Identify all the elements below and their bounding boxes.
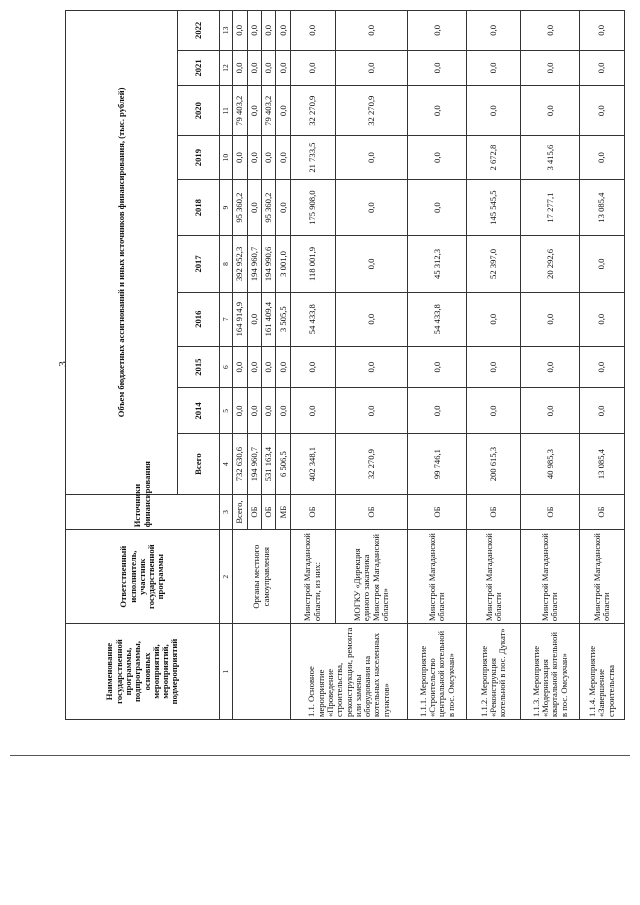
value-cell: 0,0 <box>276 11 290 51</box>
value-cell: 95 360,2 <box>262 179 276 235</box>
value-cell: 0,0 <box>276 179 290 235</box>
value-cell: 3 505,5 <box>276 292 290 346</box>
total-cell: 531 163,4 <box>262 434 276 494</box>
financing-table <box>65 10 625 720</box>
value-cell: 0,0 <box>335 136 408 180</box>
value-cell: 0,0 <box>247 11 261 51</box>
value-cell: 145 545,5 <box>467 179 521 235</box>
value-cell: 0,0 <box>262 346 276 388</box>
value-cell: 54 433,8 <box>290 292 335 346</box>
index-cell: 2 <box>220 530 233 624</box>
table-row <box>408 11 467 720</box>
responsible-cell: Минстрой Магаданской области <box>467 530 521 624</box>
value-cell: 0,0 <box>467 388 521 434</box>
value-cell: 0,0 <box>262 136 276 180</box>
value-cell: 118 001,9 <box>290 236 335 292</box>
value-cell: 0,0 <box>521 388 580 434</box>
value-cell: 0,0 <box>247 346 261 388</box>
source-cell: ОБ <box>580 494 625 529</box>
responsible-cell: Органы местного самоуправления <box>233 530 291 624</box>
value-cell: 0,0 <box>247 50 261 85</box>
value-cell: 0,0 <box>335 179 408 235</box>
total-cell: 194 960,7 <box>247 434 261 494</box>
value-cell: 3 415,6 <box>521 136 580 180</box>
name-cell: 1.1.1. Мероприятие «Строительство центральной котельной в пос. Омсукчан» <box>408 624 467 720</box>
header-year: 2022 <box>177 11 219 51</box>
value-cell: 0,0 <box>335 388 408 434</box>
value-cell: 0,0 <box>521 50 580 85</box>
value-cell: 0,0 <box>290 11 335 51</box>
value-cell: 0,0 <box>580 346 625 388</box>
value-cell: 0,0 <box>233 11 247 51</box>
horizontal-rule <box>10 755 630 756</box>
value-cell: 0,0 <box>467 50 521 85</box>
value-cell: 0,0 <box>233 388 247 434</box>
value-cell: 175 908,0 <box>290 179 335 235</box>
value-cell: 392 952,3 <box>233 236 247 292</box>
value-cell: 0,0 <box>335 50 408 85</box>
value-cell: 0,0 <box>247 86 261 136</box>
index-cell: 4 <box>220 434 233 494</box>
responsible-cell: Минстрой Магаданской области <box>580 530 625 624</box>
header-year: 2014 <box>177 388 219 434</box>
value-cell: 0,0 <box>580 86 625 136</box>
value-cell: 0,0 <box>467 346 521 388</box>
index-cell: 13 <box>220 11 233 51</box>
value-cell: 0,0 <box>467 11 521 51</box>
header-name: Наименование государственной программы, подпрограммы, основных мероприятий, мероприятий, подмероприятий <box>66 624 220 720</box>
name-cell: 1.1.3. Мероприятие «Модернизация квартальной котельной в пос. Омсукчан» <box>521 624 580 720</box>
value-cell: 0,0 <box>247 179 261 235</box>
header-total: Всего <box>177 434 219 494</box>
name-cell <box>233 624 291 720</box>
value-cell: 0,0 <box>580 236 625 292</box>
value-cell: 0,0 <box>290 388 335 434</box>
index-cell: 10 <box>220 136 233 180</box>
value-cell: 2 672,8 <box>467 136 521 180</box>
header-year: 2019 <box>177 136 219 180</box>
name-cell: 1.1. Основное мероприятие «Проведение строительства, реконструкции, ремонта или замены оборудования на котельных населенных пунктов» <box>290 624 408 720</box>
value-cell: 194 990,6 <box>262 236 276 292</box>
value-cell: 0,0 <box>262 50 276 85</box>
total-cell: 99 746,1 <box>408 434 467 494</box>
value-cell: 0,0 <box>262 11 276 51</box>
table-row <box>580 11 625 720</box>
value-cell: 32 270,9 <box>335 86 408 136</box>
value-cell: 0,0 <box>335 236 408 292</box>
value-cell: 0,0 <box>580 50 625 85</box>
value-cell: 0,0 <box>580 11 625 51</box>
value-cell: 0,0 <box>521 292 580 346</box>
index-cell: 5 <box>220 388 233 434</box>
header-source: Источники финансирования <box>66 494 220 529</box>
value-cell: 161 409,4 <box>262 292 276 346</box>
page-number: 3 <box>56 361 69 367</box>
value-cell: 79 403,2 <box>233 86 247 136</box>
source-cell: Всего, <box>233 494 247 529</box>
value-cell: 79 403,2 <box>262 86 276 136</box>
index-cell: 6 <box>220 346 233 388</box>
table-row <box>335 11 408 720</box>
total-cell: 13 085,4 <box>580 434 625 494</box>
header-responsible: Ответственный исполнитель, участник государственной программы <box>66 530 220 624</box>
index-cell: 3 <box>220 494 233 529</box>
value-cell: 0,0 <box>276 136 290 180</box>
header-year: 2021 <box>177 50 219 85</box>
header-year: 2017 <box>177 236 219 292</box>
source-cell: ОБ <box>290 494 335 529</box>
value-cell: 0,0 <box>467 86 521 136</box>
value-cell: 52 397,0 <box>467 236 521 292</box>
source-cell: ОБ <box>521 494 580 529</box>
value-cell: 0,0 <box>276 388 290 434</box>
total-cell: 200 615,3 <box>467 434 521 494</box>
value-cell: 0,0 <box>580 388 625 434</box>
index-cell: 7 <box>220 292 233 346</box>
value-cell: 0,0 <box>233 346 247 388</box>
value-cell: 0,0 <box>276 86 290 136</box>
total-cell: 732 630,6 <box>233 434 247 494</box>
index-cell: 9 <box>220 179 233 235</box>
value-cell: 0,0 <box>262 388 276 434</box>
value-cell: 0,0 <box>521 346 580 388</box>
rotated-table-wrapper <box>65 10 625 720</box>
value-cell: 0,0 <box>290 346 335 388</box>
value-cell: 0,0 <box>408 346 467 388</box>
index-cell: 11 <box>220 86 233 136</box>
responsible-cell: Минстрой Магаданской области <box>408 530 467 624</box>
value-cell: 54 433,8 <box>408 292 467 346</box>
header-volume: Объем бюджетных ассигнований и иных источников финансирования, (тыс. рублей) <box>66 11 178 495</box>
value-cell: 0,0 <box>247 292 261 346</box>
value-cell: 0,0 <box>233 50 247 85</box>
value-cell: 95 360,2 <box>233 179 247 235</box>
value-cell: 0,0 <box>408 136 467 180</box>
header-year: 2015 <box>177 346 219 388</box>
value-cell: 0,0 <box>521 11 580 51</box>
source-cell: ОБ <box>467 494 521 529</box>
value-cell: 0,0 <box>335 292 408 346</box>
value-cell: 194 960,7 <box>247 236 261 292</box>
value-cell: 45 312,3 <box>408 236 467 292</box>
table-row <box>290 11 335 720</box>
value-cell: 3 001,0 <box>276 236 290 292</box>
value-cell: 0,0 <box>335 346 408 388</box>
value-cell: 0,0 <box>276 346 290 388</box>
value-cell: 20 292,6 <box>521 236 580 292</box>
index-cell: 1 <box>220 624 233 720</box>
value-cell: 13 085,4 <box>580 179 625 235</box>
index-row <box>220 11 233 720</box>
header-year: 2016 <box>177 292 219 346</box>
value-cell: 0,0 <box>408 86 467 136</box>
header-year: 2020 <box>177 86 219 136</box>
source-cell: ОБ <box>262 494 276 529</box>
responsible-cell: МОГКУ «Дирекция единого заказчика Минстроя Магаданской области» <box>335 530 408 624</box>
total-cell: 32 270,9 <box>335 434 408 494</box>
name-cell: 1.1.2. Мероприятие «Реконструкция котельной в пос. Дукат» <box>467 624 521 720</box>
source-cell: ОБ <box>335 494 408 529</box>
value-cell: 17 277,1 <box>521 179 580 235</box>
source-cell: ОБ <box>408 494 467 529</box>
value-cell: 0,0 <box>408 11 467 51</box>
value-cell: 0,0 <box>247 388 261 434</box>
value-cell: 0,0 <box>580 136 625 180</box>
value-cell: 0,0 <box>408 388 467 434</box>
value-cell: 164 914,9 <box>233 292 247 346</box>
value-cell: 0,0 <box>408 50 467 85</box>
value-cell: 32 270,9 <box>290 86 335 136</box>
value-cell: 0,0 <box>467 292 521 346</box>
value-cell: 0,0 <box>276 50 290 85</box>
value-cell: 0,0 <box>290 50 335 85</box>
index-cell: 12 <box>220 50 233 85</box>
value-cell: 0,0 <box>335 11 408 51</box>
value-cell: 0,0 <box>247 136 261 180</box>
total-cell: 402 348,1 <box>290 434 335 494</box>
rotated-table-container <box>65 10 625 720</box>
responsible-cell: Минстрой Магаданской области <box>521 530 580 624</box>
source-cell: МБ <box>276 494 290 529</box>
responsible-cell: Минстрой Магаданской области, из них: <box>290 530 335 624</box>
value-cell: 0,0 <box>408 179 467 235</box>
value-cell: 0,0 <box>580 292 625 346</box>
index-cell: 8 <box>220 236 233 292</box>
table-row <box>467 11 521 720</box>
source-cell: ОБ <box>247 494 261 529</box>
value-cell: 21 733,5 <box>290 136 335 180</box>
total-cell: 40 985,3 <box>521 434 580 494</box>
header-year: 2018 <box>177 179 219 235</box>
value-cell: 0,0 <box>233 136 247 180</box>
name-cell: 1.1.4. Мероприятие «Завершение строительства <box>580 624 625 720</box>
table-row <box>521 11 580 720</box>
total-cell: 6 506,5 <box>276 434 290 494</box>
value-cell: 0,0 <box>521 86 580 136</box>
table-row <box>233 11 247 720</box>
